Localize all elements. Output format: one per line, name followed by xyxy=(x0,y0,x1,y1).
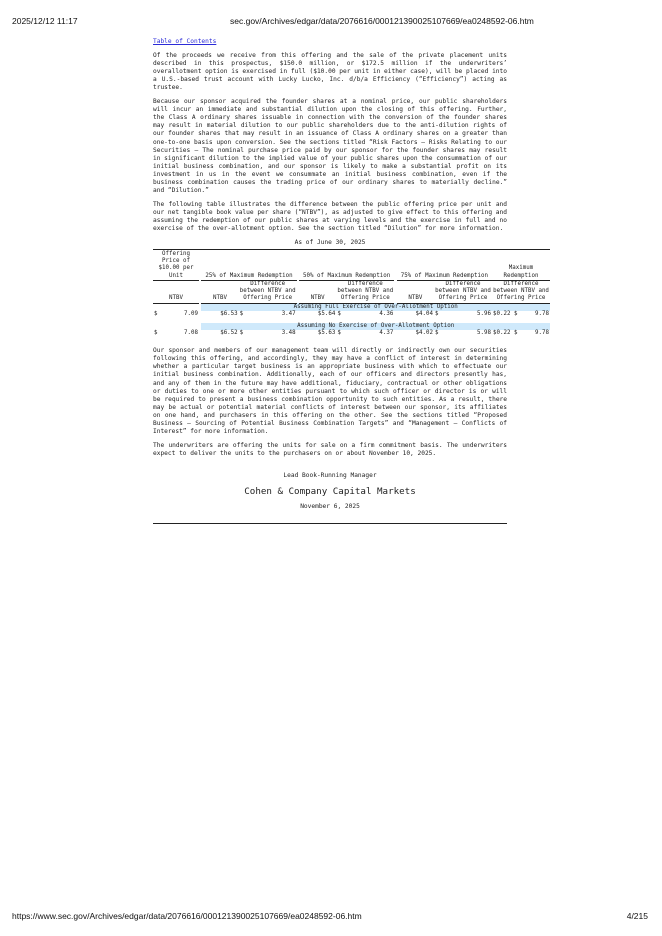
col-group-offering-price: Offering Price of $10.00 per Unit xyxy=(153,251,199,280)
currency-sign: $ xyxy=(337,310,341,317)
value-cell: 9.78 xyxy=(535,330,549,337)
col-header-ntbv: NTBV xyxy=(153,280,199,303)
conflict-of-interest-paragraph: Our sponsor and members of our management team will directly or indirectly own our securities following this offering, and accordingly, they may have a conflict of interest in determining whether a particular target business is an appropriate business with which to effectuate our initial business combination. Additionally, each of our officers and directors presently has, and any of them in the future may have additional, fiduciary, contractual or other obligations or duties to one or more other entities pursuant to which such officer or director is or will be required to present a business combination opportunity to such entities. As a result, there may be actual or potential material conflicts of interest between our sponsor, its affiliates on one hand, and purchasers in this offering on the other. See the sections titled “Proposed Business — Sourcing of Potential Business Combination Targets” and “Management — Conflicts of Interest” for more information. xyxy=(153,347,507,435)
print-header-url: sec.gov/Archives/edgar/data/2076616/000121390025107669/ea0248592-06.htm xyxy=(230,16,534,26)
page-end-rule xyxy=(153,523,507,524)
currency-sign: $ xyxy=(337,330,341,337)
value-cell: 3.47 xyxy=(281,310,296,317)
value-cell: $5.63 xyxy=(317,330,336,337)
underwriter-name: Cohen & Company Capital Markets xyxy=(244,485,416,497)
value-cell: $4.04 xyxy=(415,310,433,317)
table-as-of-date: As of June 30, 2025 xyxy=(294,239,366,247)
currency-sign: $ xyxy=(154,330,158,337)
value-cell: $0.22 xyxy=(493,310,511,317)
proceeds-paragraph: Of the proceeds we receive from this offering and the sale of the private placement units described in this prospectus, $150.0 million, or $172.5 million if the underwriters’ overallotment option is exercised in full ($10.00 per unit in either case), will be placed into a U.S.-based trust account with Lucky Lucko, Inc. d/b/a Efficiency (“Efficiency”) acting as trustee. xyxy=(153,52,507,92)
prospectus-page xyxy=(153,38,549,524)
table-row xyxy=(153,311,550,318)
currency-sign: $ xyxy=(435,330,439,337)
currency-sign: $ xyxy=(239,330,244,337)
print-footer-url: https://www.sec.gov/Archives/edgar/data/2076616/000121390025107669/ea0248592-06.htm xyxy=(12,911,362,921)
value-cell: 4.36 xyxy=(379,310,394,317)
value-cell: 5.98 xyxy=(477,330,491,337)
band-full-exercise: Assuming Full Exercise of Over-Allotment Option xyxy=(201,303,550,311)
print-timestamp: 2025/12/12 11:17 xyxy=(12,16,78,26)
value-cell: 7.09 xyxy=(184,310,198,317)
value-cell: $5.64 xyxy=(317,310,336,317)
col-header-difference: Difference between NTBV and Offering Price xyxy=(435,280,491,302)
table-of-contents-link[interactable]: Table of Contents xyxy=(153,38,217,45)
ntbv-intro-paragraph: The following table illustrates the difference between the public offering price per unit and our net tangible book value per share (“NTBV”), as adjusted to give effect to this offering and assuming the redemption of our public shares at varying levels and the exercise in full and no exercise of the over-allotment option. See the section titled “Dilution” for more information. xyxy=(153,200,507,232)
col-header-difference: Difference between NTBV and Offering Price xyxy=(239,280,296,302)
value-cell: $4.02 xyxy=(415,330,433,337)
value-cell: 7.08 xyxy=(184,330,198,337)
currency-sign: $ xyxy=(435,310,439,317)
value-cell: $0.22 xyxy=(493,330,511,337)
lead-manager-label: Lead Book-Running Manager xyxy=(283,471,377,479)
value-cell: $6.53 xyxy=(220,310,238,317)
page-counter: 4/215 xyxy=(626,911,648,921)
col-header-ntbv: NTBV xyxy=(201,280,238,303)
prospectus-date: November 6, 2025 xyxy=(300,502,360,510)
value-cell: 3.48 xyxy=(281,330,296,337)
delivery-paragraph: The underwriters are offering the units for sale on a firm commitment basis. The underwriters expect to deliver the units to the purchasers on or about November 10, 2025. xyxy=(153,441,507,457)
value-cell: 9.78 xyxy=(535,310,549,317)
col-header-difference: Difference between NTBV and Offering Price xyxy=(493,280,549,302)
table-row xyxy=(153,330,550,337)
band-no-exercise: Assuming No Exercise of Over-Allotment Option xyxy=(201,323,550,330)
col-group-50-redemption: 50% of Maximum Redemption xyxy=(299,251,394,280)
currency-sign: $ xyxy=(239,310,244,317)
dilution-paragraph: Because our sponsor acquired the founder shares at a nominal price, our public shareholders will incur an immediate and substantial dilution upon the closing of this offering. Further, the Class A ordinary shares issuable in connection with the conversion of the founder shares may result in material dilution to our public shareholders due to the anti-dilution rights of our founder shares that may result in an issuance of Class A ordinary shares on a greater than one-to-one basis upon conversion. See the sections titled “Risk Factors — Risks Relating to our Securities — The nominal purchase price paid by our sponsor for the founder shares may result in significant dilution to the implied value of your public shares upon the consummation of our initial business combination, and our sponsor is likely to make a substantial profit on its investment in us in the event we consummate an initial business combination, even if the business combination causes the trading price of our ordinary shares to materially decline.” and “Dilution.” xyxy=(153,98,507,194)
value-cell: 5.96 xyxy=(477,310,491,317)
currency-sign: $ xyxy=(513,310,518,317)
value-cell: 4.37 xyxy=(379,330,394,337)
ntbv-table xyxy=(153,249,550,337)
currency-sign: $ xyxy=(513,330,518,337)
col-group-75-redemption: 75% of Maximum Redemption xyxy=(397,251,492,280)
col-header-ntbv: NTBV xyxy=(397,280,434,303)
col-group-max-redemption: Maximum Redemption xyxy=(492,251,550,280)
value-cell: $6.52 xyxy=(220,330,238,337)
currency-sign: $ xyxy=(154,310,158,317)
col-header-difference: Difference between NTBV and Offering Price xyxy=(337,280,394,302)
col-header-ntbv: NTBV xyxy=(299,280,336,303)
col-group-25-redemption: 25% of Maximum Redemption xyxy=(201,251,296,280)
